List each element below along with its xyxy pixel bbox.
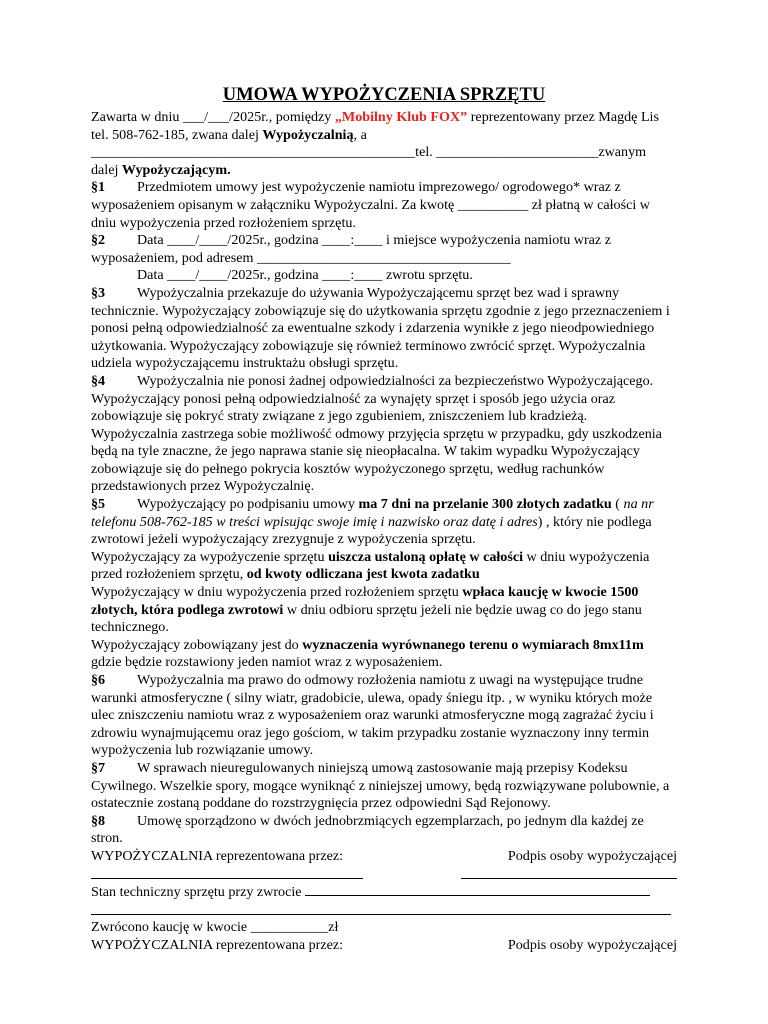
section-5-text-4c: gdzie będzie rozstawiony jeden namiot wraz z wyposażeniem. xyxy=(91,654,443,671)
lender-term: Wypożyczalnią xyxy=(262,126,354,143)
section-5-text-1c: ( xyxy=(611,496,624,513)
section-5-terrain-size: wyznaczenia wyrównanego terenu o wymiarach 8mx11m xyxy=(302,636,644,653)
section-5-text-1a: Wypożyczający po podpisaniu umowy xyxy=(137,496,359,513)
borrower-term: Wypożyczającym. xyxy=(121,161,231,178)
section-5-text-3c: w dniu odbioru sprzętu jeżeli nie będzie uwag co do jego stanu technicznego. xyxy=(91,601,642,636)
document-title: UMOWA WYPOŻYCZENIA SPRZĘTU xyxy=(222,85,546,105)
section-5-text-4a: Wypożyczający zobowiązany jest do xyxy=(91,636,303,653)
signature-labels xyxy=(91,848,677,866)
intro-text-3: , a ______________________________________________tel. _______________________zwanym dalej xyxy=(91,126,647,178)
condition-line xyxy=(305,883,650,896)
section-8-number: §8 xyxy=(91,812,106,829)
section-7-text: W sprawach nieuregulowanych niniejszą umową zastosowanie mają przepisy Kodeksu Cywilnego. Wszelkie spory, mogące wyniknąć z niniejszej umowy, będą rozwiązywane polubownie, a ostatecznie zostaną poddane do rozstrzygnięcia przez odpowiedni Sąd Rejonowy. xyxy=(91,759,670,812)
section-5-security-deposit: wpłaca kaucję w kwocie 1500 złotych, która podlega zwrotowi xyxy=(91,584,639,618)
section-5-paragraph-2 xyxy=(91,549,677,584)
section-4 xyxy=(91,373,677,496)
lender-signature-label-2: WYPOŻYCZALNIA reprezentowana przez: xyxy=(91,936,344,953)
section-2-text-1: Data ____/____/2025r., godzina ____:____ i miejsce wypożyczenia namiotu wraz z wyposażeniem, pod adresem ____________________________________ xyxy=(91,232,611,266)
section-1-number: §1 xyxy=(91,179,106,196)
section-2-line-2: Data ____/____/2025r., godzina ____:____ zwrotu sprzętu. xyxy=(137,267,473,284)
contract-document xyxy=(91,84,677,955)
section-5-full-payment: uiszcza ustaloną opłatę w całości xyxy=(328,548,524,565)
section-5-text-2a: Wypożyczający za wypożyczenie sprzętu xyxy=(91,548,329,565)
section-6-number: §6 xyxy=(91,672,106,688)
condition-line-2 xyxy=(91,902,671,915)
section-1 xyxy=(91,179,677,232)
section-4-number: §4 xyxy=(91,372,106,389)
section-5-text-1e: ) , który nie podlega zwrotowi jeżeli wypożyczający zrezygnuje z wypożyczenia sprzętu. xyxy=(91,513,652,548)
intro-paragraph xyxy=(91,109,677,179)
section-1-text: Przedmiotem umowy jest wypożyczenie namiotu imprezowego/ ogrodowego* wraz z wyposażeniem opisanym w załączniku Wypożyczalni. Za kwotę __________ zł płatną w całości w dniu wypożyczenia przed rozłożeniem sprzętu. xyxy=(91,179,650,231)
section-2-number: §2 xyxy=(91,232,106,249)
condition-label: Stan techniczny sprzętu przy zwrocie xyxy=(91,884,302,901)
borrower-signature-label-2: Podpis osoby wypożyczającej xyxy=(507,936,677,953)
section-5-deposit-deduction: od kwoty odliczana jest kwota zadatku xyxy=(246,566,480,583)
condition-line-2-row xyxy=(91,902,677,920)
section-3-text: Wypożyczalnia przekazuje do używania Wypożyczającemu sprzęt bez wad i sprawny technicznie. Wypożyczający zobowiązuje się do użytkowania sprzętu zgodnie z jego przeznaczeniem i ponosi pełną odpowiedzialność za ewentualne szkody i zdarzenia wynikłe z jego nieodpowiedniego użytkowania. Wypożyczający zobowiązuje się również terminowo zwrócić sprzęt. Wypożyczalnia udziela wypożyczającemu instruktażu obsługi sprzętu. xyxy=(91,284,670,372)
section-2-line-1 xyxy=(91,232,677,267)
section-6-text: Wypożyczalnia ma prawo do odmowy rozłożenia namiotu z uwagi na występujące trudne warunki atmosferyczne ( silny wiatr, gradobicie, ulewa, opady śniegu itp. , w wyniku których może ulec zniszczeniu namiotu wraz z wyposażeniem oraz warunki atmosferyczne mogą zagrażać życiu i zdrowiu wynajmującemu oraz jego gościom, w takim przypadku zostanie wyznaczony inny termin wypożyczenia lub rozwiązanie umowy. xyxy=(91,672,654,759)
borrower-signature-line xyxy=(461,866,677,879)
section-6 xyxy=(91,672,677,760)
section-5 xyxy=(91,496,677,549)
intro-text-1: Zawarta w dniu ___/___/2025r., pomiędzy xyxy=(91,109,335,125)
section-7-number: §7 xyxy=(91,759,106,776)
section-3-number: §3 xyxy=(91,284,106,301)
lender-signature-label: WYPOŻYCZALNIA reprezentowana przez: xyxy=(91,847,344,864)
signature-labels-2 xyxy=(91,937,677,955)
lender-signature-line xyxy=(91,866,363,879)
section-5-paragraph-3 xyxy=(91,584,677,637)
condition-row xyxy=(91,883,677,902)
section-5-deposit-deadline: ma 7 dni na przelanie 300 złotych zadatku xyxy=(358,496,612,513)
borrower-signature-label: Podpis osoby wypożyczającej xyxy=(507,847,677,864)
section-5-transfer-instruction: na nr telefonu 508-762-185 w treści wpisując swoje imię i nazwisko oraz datę i adres xyxy=(91,496,654,530)
brand-name: „Mobilny Klub FOX” xyxy=(334,109,468,125)
section-8-text: Umowę sporządzono w dwóch jednobrzmiących egzemplarzach, po jednym dla każdej ze stron. xyxy=(91,812,644,847)
section-5-text-2c: w dniu wypożyczenia przed rozłożeniem sprzętu, xyxy=(91,548,650,583)
section-5-paragraph-4 xyxy=(91,637,677,672)
intro-text-2: reprezentowany przez Magdę Lis tel. 508-762-185, zwana dalej xyxy=(91,109,659,143)
section-3 xyxy=(91,285,677,373)
section-8 xyxy=(91,813,677,848)
section-4-text: Wypożyczalnia nie ponosi żadnej odpowiedzialności za bezpieczeństwo Wypożyczającego. Wypożyczający ponosi pełną odpowiedzialność za wynajęty sprzęt i sposób jego użycia oraz zobowiązuje się pokryć straty związane z jego zgubieniem, zniszczeniem lub kradzieżą. Wypożyczalnia zastrzega sobie możliwość odmowy przyjęcia sprzętu w przypadku, gdy uszkodzenia będą na tyle znaczne, że jego naprawa stanie się nieopłacalna. W takim wypadku Wypożyczający zobowiązuje się do pełnego pokrycia kosztów wypożyczonego sprzętu, według rachunków przedstawionych przez Wypożyczalnię. xyxy=(91,372,662,495)
section-5-number: §5 xyxy=(91,496,106,513)
deposit-returned: Zwrócono kaucję w kwocie ___________zł xyxy=(91,919,339,936)
section-5-text-3a: Wypożyczający w dniu wypożyczenia przed rozłożeniem sprzętu xyxy=(91,584,463,601)
signature-lines xyxy=(91,866,677,884)
section-7 xyxy=(91,760,677,813)
